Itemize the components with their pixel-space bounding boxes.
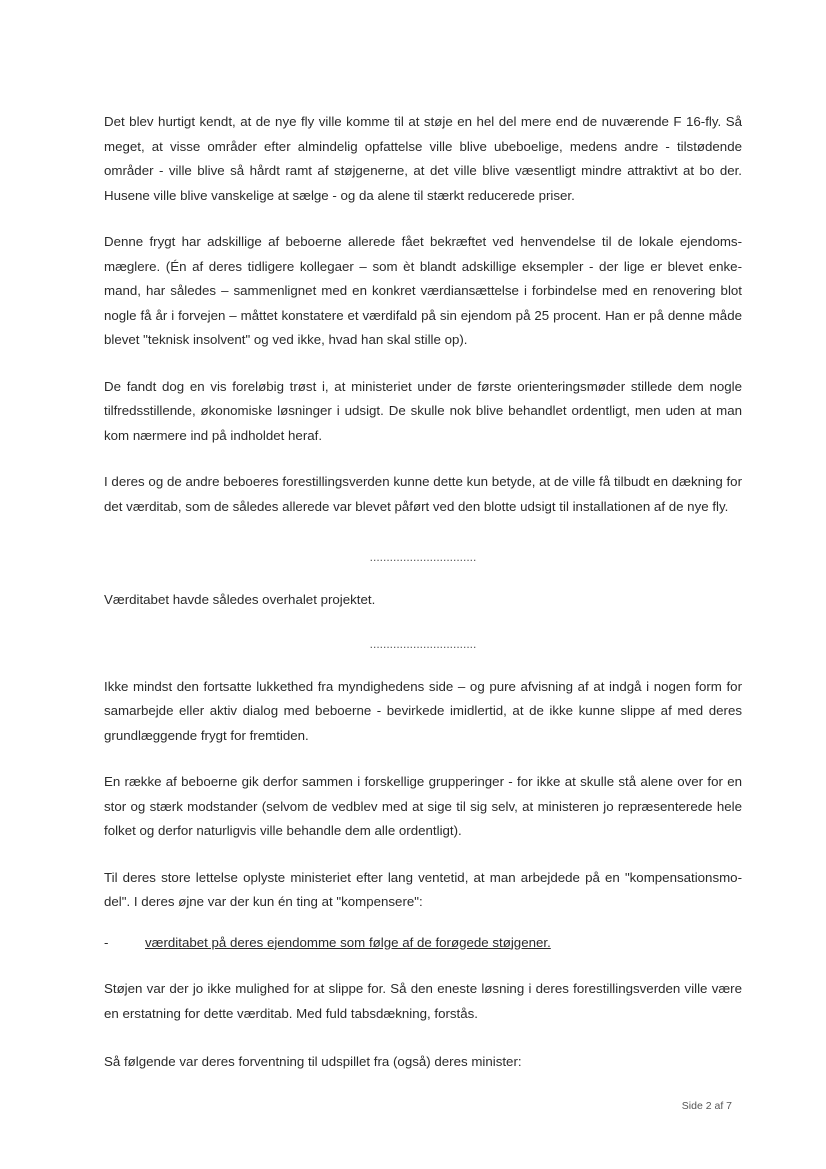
bullet-item bbox=[104, 931, 742, 956]
separator-dots: ................................ bbox=[369, 637, 477, 651]
paragraph-7: En række af beboerne gik derfor sammen i forskellige grupperinger - for ikke at skulle stå alene over for en stor og stærk modstander (selvom de vedblev med at sige til sig selv, at ministeren jo repræsenterede hele folket og derfor naturligvis ville behandle dem alle ordentligt). bbox=[104, 774, 742, 838]
paragraph-2: Denne frygt har adskillige af beboerne allerede fået bekræftet ved henvendelse til de lokale ejendoms-mæglere. (Én af deres tidligere kollegaer – som èt blandt adskillige eksempler - der lige er blevet enke-mand, har således – sammenlignet med en konkret værdiansættelse i forbindelse med en renovering blot nogle få år i forvejen – måttet konstatere et værdifald på sin ejendom på 25 procent. Han er på denne måde blevet "teknisk insolvent" og ved ikke, hvad han skal stille op). bbox=[104, 234, 742, 347]
paragraph-9: Støjen var der jo ikke mulighed for at slippe for. Så den eneste løsning i deres forestillingsverden ville være en erstatning for dette værditab. Med fuld tabsdækning, forstås. bbox=[104, 981, 742, 1021]
page-number: Side 2 af 7 bbox=[681, 1100, 732, 1112]
paragraph-10: Så følgende var deres forventning til udspillet fra (også) deres minister: bbox=[104, 1054, 522, 1069]
document-body bbox=[104, 110, 742, 1089]
paragraph-8: Til deres store lettelse oplyste ministeriet efter lang ventetid, at man arbejdede på en "kompensationsmo-del". I deres øjne var der kun én ting at "kompensere": bbox=[104, 869, 742, 909]
paragraph-1: Det blev hurtigt kendt, at de nye fly ville komme til at støje en hel del mere end de nuværende F 16-fly. Så meget, at visse områder efter almindelig opfattelse ville blive ubeboelige, medens andre - tilstødende områder - ville blive så hårdt ramt af støjgenerne, at det ville blive væsentligt mindre attraktivt at bo der. Husene ville blive vanskelige at sælge - og da alene til stærkt reducerede priser. bbox=[104, 114, 742, 203]
bullet-text: værditabet på deres ejendomme som følge af de forøgede støjgener. bbox=[145, 934, 551, 950]
paragraph-3: De fandt dog en vis foreløbig trøst i, at ministeriet under de første orienteringsmøder stillede dem nogle tilfredsstillende, økonomiske løsninger i udsigt. De skulle nok blive behandlet ordentligt, men uden at man kom nærmere ind på indholdet heraf. bbox=[104, 378, 742, 443]
separator-dots: ................................ bbox=[369, 550, 477, 564]
paragraph-5: Værditabet havde således overhalet projektet. bbox=[104, 591, 376, 607]
paragraph-6: Ikke mindst den fortsatte lukkethed fra myndighedens side – og pure afvisning af at indgå i nogen form for samarbejde eller aktiv dialog med beboerne - bevirkede imidlertid, at de ikke kunne slippe af med deres grundlæggende frygt for fremtiden. bbox=[104, 678, 742, 743]
paragraph-4: I deres og de andre beboeres forestillingsverden kunne dette kun betyde, at de ville få tilbudt en dækning for det værditab, som de således allerede var blevet påført ved den blotte udsigt til installationen af de nye fly. bbox=[104, 474, 742, 514]
bullet-marker: - bbox=[104, 934, 109, 950]
